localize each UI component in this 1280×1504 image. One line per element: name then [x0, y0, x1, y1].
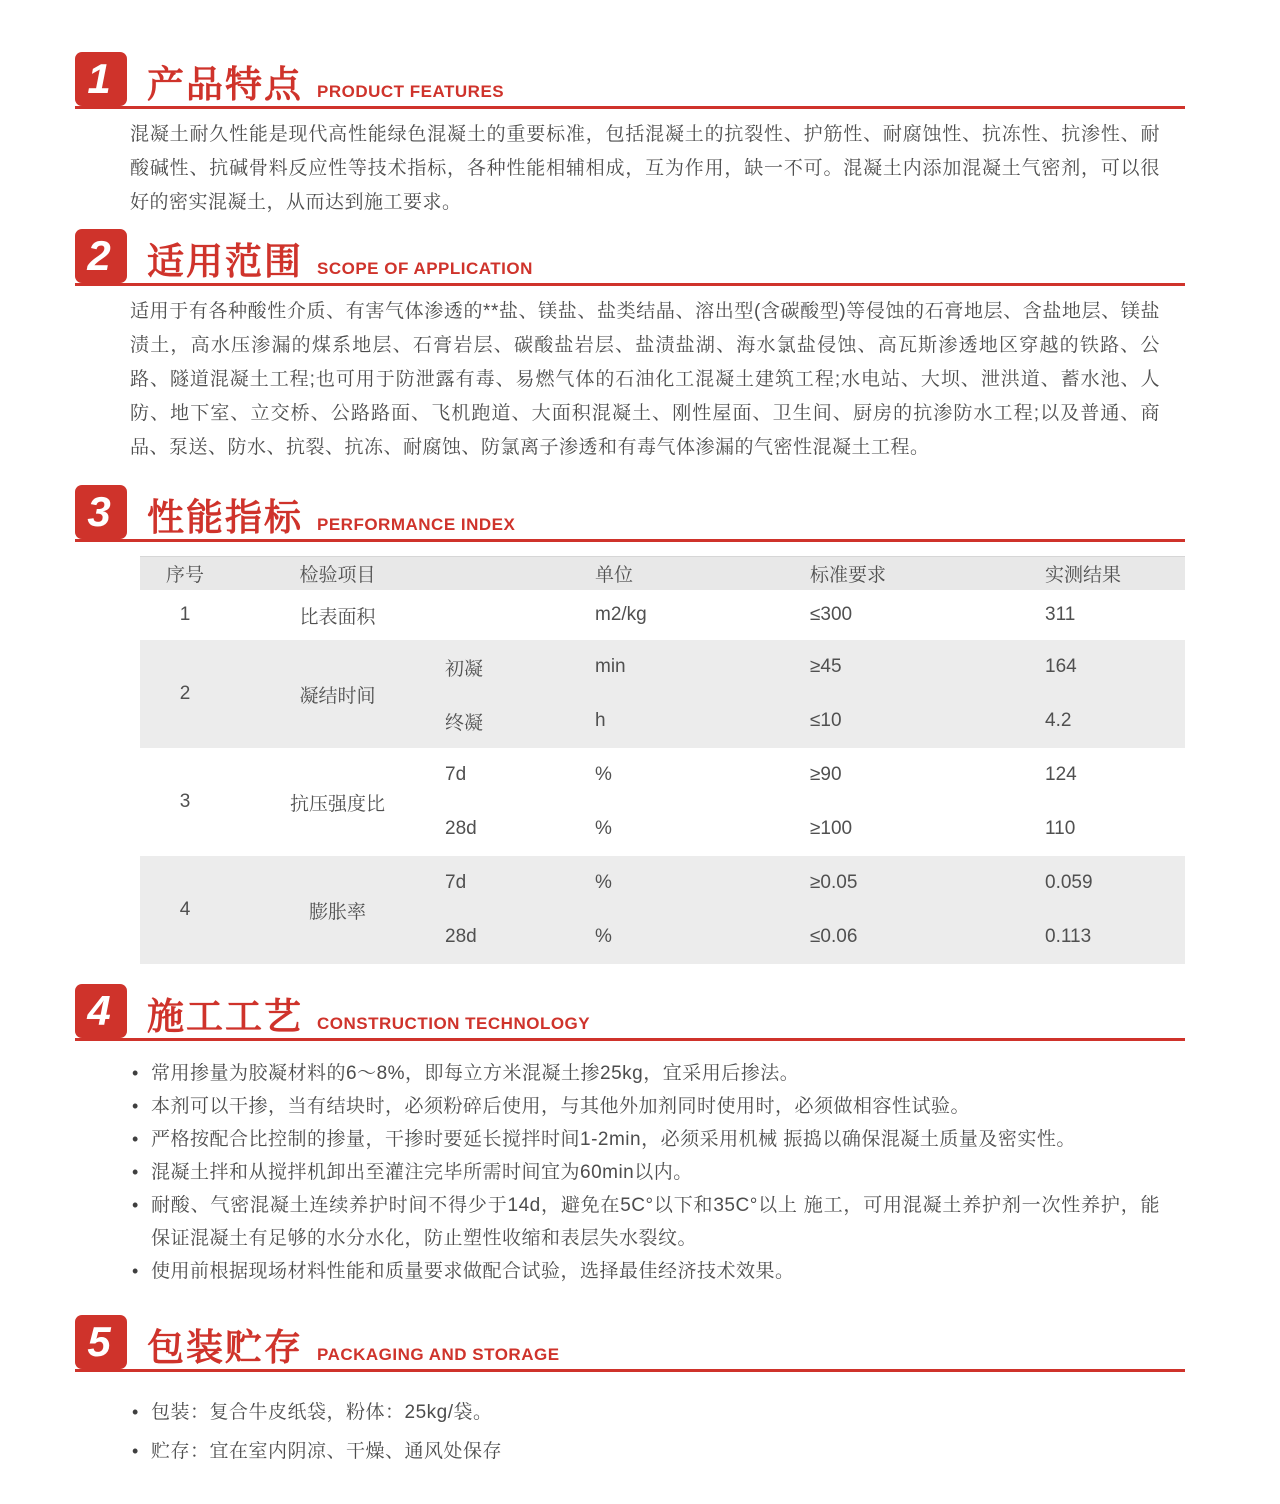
- cell-sub: 7d: [445, 872, 467, 893]
- section-title-cn: 适用范围: [147, 241, 303, 282]
- cell-result: 0.113: [1045, 926, 1092, 947]
- header-unit: 单位: [595, 565, 634, 586]
- section-title-en: SCOPE OF APPLICATION: [317, 259, 533, 278]
- list-item: • 使用前根据现场材料性能和质量要求做配合试验，选择最佳经济技术效果。: [130, 1255, 1160, 1288]
- section-number-badge: [75, 1315, 127, 1369]
- section-header-performance-index: [75, 485, 1185, 542]
- section-title-cn: 包装贮存: [147, 1327, 303, 1368]
- cell-no: 4: [179, 899, 191, 920]
- cell-sub: 28d: [445, 926, 477, 947]
- section-number-badge: [75, 229, 127, 283]
- section-title-en: PRODUCT FEATURES: [317, 82, 505, 101]
- cell-unit: %: [595, 764, 612, 785]
- header-result: 实测结果: [1045, 565, 1122, 586]
- cell-requirement: ≥45: [810, 656, 842, 677]
- cell-no: 1: [179, 604, 191, 625]
- list-item: • 严格按配合比控制的掺量，干掺时要延长搅拌时间1-2min，必须采用机械 振捣以确保混凝土质量及密实性。: [130, 1123, 1160, 1156]
- header-no: 序号: [165, 565, 204, 586]
- cell-unit: min: [595, 656, 626, 677]
- cell-item: 比表面积: [299, 606, 376, 628]
- cell-sub: 终凝: [445, 712, 484, 734]
- cell-requirement: ≤300: [810, 604, 853, 625]
- section-title-en: PERFORMANCE INDEX: [317, 515, 516, 534]
- list-item: • 常用掺量为胶凝材料的6～8%，即每立方米混凝土掺25kg，宜采用后掺法。: [130, 1057, 1160, 1090]
- section-number-badge: [75, 485, 127, 539]
- cell-result: 124: [1045, 764, 1077, 785]
- construction-technology-list: [130, 1057, 1160, 1288]
- product-features-paragraph: 混凝土耐久性能是现代高性能绿色混凝土的重要标准，包括混凝土的抗裂性、护筋性、耐腐蚀性、抗冻性、抗渗性、耐酸碱性、抗碱骨料反应性等技术指标，各种性能相辅相成，互为作用，缺一不可。混凝土内添加混凝土气密剂，可以很好的密实混凝土，从而达到施工要求。: [130, 124, 1160, 213]
- scope-of-application-paragraph: 适用于有各种酸性介质、有害气体渗透的**盐、镁盐、盐类结晶、溶出型(含碳酸型)等侵蚀的石膏地层、含盐地层、镁盐渍土，高水压渗漏的煤系地层、石膏岩层、碳酸盐岩层、盐渍盐湖、海水氯盐侵蚀、高瓦斯渗透地区穿越的铁路、公路、隧道混凝土工程;也可用于防泄露有毒、易燃气体的石油化工混凝土建筑工程;水电站、大坝、泄洪道、蓄水池、人防、地下室、立交桥、公路路面、飞机跑道、大面积混凝土、刚性屋面、卫生间、厨房的抗渗防水工程;以及普通、商品、泵送、防水、抗裂、抗冻、耐腐蚀、防氯离子渗透和有毒气体渗漏的气密性混凝土工程。: [130, 301, 1160, 458]
- table-row: [140, 748, 1185, 856]
- cell-requirement: ≤0.06: [810, 926, 858, 947]
- cell-requirement: ≥100: [810, 818, 853, 839]
- list-item: • 混凝土拌和从搅拌机卸出至灌注完毕所需时间宜为60min以内。: [130, 1156, 1160, 1189]
- cell-sub: 7d: [445, 764, 467, 785]
- section-header-product-features: [75, 52, 1185, 109]
- section-header-construction-technology: [75, 984, 1185, 1041]
- section-number: 1: [87, 55, 111, 102]
- cell-requirement: ≥0.05: [810, 872, 858, 893]
- list-item: • 包装：复合牛皮纸袋，粉体：25kg/袋。: [130, 1396, 1160, 1429]
- section-titles: [147, 243, 533, 283]
- cell-unit: %: [595, 926, 612, 947]
- section-number: 4: [87, 987, 111, 1034]
- section-title-cn: 性能指标: [147, 497, 303, 538]
- section-number: 5: [87, 1318, 111, 1365]
- section-number-badge: [75, 984, 127, 1038]
- performance-index-table: [140, 556, 1185, 964]
- cell-item: 抗压强度比: [289, 793, 385, 815]
- cell-item: 凝结时间: [299, 685, 376, 707]
- section-number: 3: [87, 488, 111, 535]
- cell-no: 2: [179, 683, 191, 704]
- table-row: [140, 590, 1185, 640]
- cell-result: 311: [1045, 604, 1076, 625]
- table-row: [140, 856, 1185, 964]
- cell-result: 110: [1045, 818, 1076, 839]
- section-titles: [147, 499, 515, 539]
- section-titles: [147, 1329, 560, 1369]
- list-item: • 耐酸、气密混凝土连续养护时间不得少于14d，避免在5C°以下和35C°以上 施工，可用混凝土养护剂一次性养护，能保证混凝土有足够的水分水化，防止塑性收缩和表层失水裂纹。: [130, 1189, 1160, 1255]
- table-header-row: [140, 556, 1185, 590]
- cell-unit: h: [595, 710, 606, 731]
- cell-result: 4.2: [1045, 710, 1072, 731]
- cell-requirement: ≤10: [810, 710, 842, 731]
- cell-unit: %: [595, 818, 612, 839]
- section-titles: [147, 998, 590, 1038]
- packaging-and-storage-list: [130, 1396, 1160, 1468]
- cell-result: 0.059: [1045, 872, 1093, 893]
- cell-unit: m2/kg: [595, 604, 647, 625]
- header-requirement: 标准要求: [810, 565, 887, 586]
- section-number-badge: [75, 52, 127, 106]
- cell-unit: %: [595, 872, 612, 893]
- list-item: • 本剂可以干掺，当有结块时，必须粉碎后使用，与其他外加剂同时使用时，必须做相容性试验。: [130, 1090, 1160, 1123]
- header-item: 检验项目: [299, 565, 376, 586]
- cell-sub: 28d: [445, 818, 477, 839]
- section-header-scope-of-application: [75, 229, 1185, 286]
- section-title-cn: 产品特点: [147, 64, 303, 105]
- cell-sub: 初凝: [445, 658, 484, 680]
- cell-no: 3: [179, 791, 191, 812]
- section-title-en: CONSTRUCTION TECHNOLOGY: [317, 1014, 591, 1033]
- section-title-en: PACKAGING AND STORAGE: [317, 1345, 560, 1364]
- table-row: [140, 640, 1185, 748]
- list-item: • 贮存：宜在室内阴凉、干燥、通风处保存: [130, 1435, 1160, 1468]
- cell-item: 膨胀率: [308, 901, 366, 923]
- section-titles: [147, 66, 504, 106]
- cell-requirement: ≥90: [810, 764, 842, 785]
- section-title-cn: 施工工艺: [147, 996, 303, 1037]
- cell-result: 164: [1045, 656, 1077, 677]
- section-header-packaging-and-storage: [75, 1315, 1185, 1372]
- section-number: 2: [87, 232, 111, 279]
